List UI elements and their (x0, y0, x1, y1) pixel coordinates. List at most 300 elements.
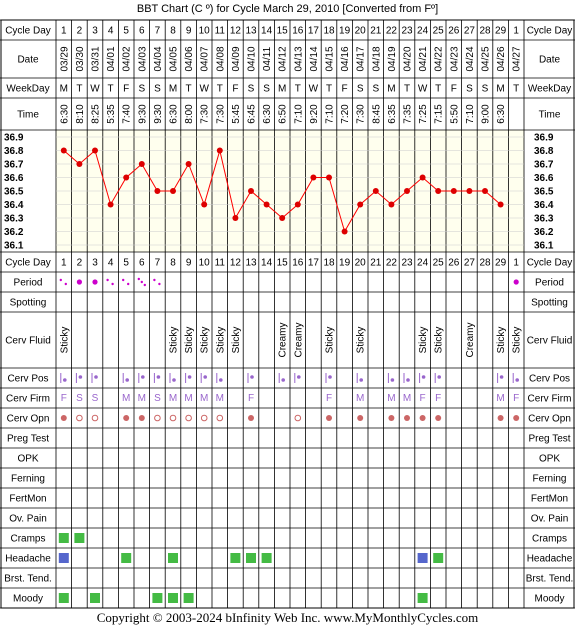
temp-point (342, 229, 348, 235)
moody-marker (168, 593, 178, 603)
cycle-day-label: 3 (92, 25, 98, 37)
cerv-firm-label: M (215, 393, 224, 404)
cycle-day-label: 23 (401, 25, 413, 37)
cerv-pos-dot (125, 378, 129, 382)
temp-point (435, 188, 441, 194)
cerv-firm-label: F (60, 393, 67, 404)
cycle-day-label: 18 (323, 257, 335, 269)
cerv-fluid-label: Sticky (496, 326, 508, 354)
cerv-pos-dot (297, 375, 301, 379)
cerv-opn-dot (77, 415, 83, 421)
date-label: 04/09 (230, 46, 242, 72)
y-tick-label-right: 36.3 (534, 213, 554, 225)
cycle-day-label: 21 (370, 257, 382, 269)
temp-point (482, 188, 488, 194)
headache-marker (433, 553, 443, 563)
cycle-day-label: T (435, 83, 442, 95)
cerv-pos-dot (391, 378, 395, 382)
row-label-right-cerv-firm: Cerv Firm (527, 393, 572, 405)
row-label-right-brst-tend: Brst. Tend. (525, 573, 574, 585)
date-label: 04/15 (324, 46, 336, 72)
temp-point (295, 202, 301, 208)
cycle-day-label: W (90, 83, 100, 95)
cerv-firm-label: F (513, 393, 520, 404)
temp-point (217, 148, 223, 154)
temp-point (76, 161, 82, 167)
cycle-day-label: T (403, 83, 411, 95)
temp-point (108, 202, 114, 208)
date-label: 04/06 (184, 46, 196, 72)
time-label: 7:10 (293, 104, 305, 124)
cycle-day-label: 7 (154, 257, 161, 269)
cerv-opn-dot (92, 415, 98, 421)
cycle-day-label: 1 (61, 257, 67, 269)
headache-marker (246, 553, 256, 563)
cerv-pos-dot (203, 375, 207, 379)
time-label: 6:30 (496, 104, 508, 124)
headache-marker (230, 553, 240, 563)
date-label: 04/27 (511, 46, 523, 72)
cycle-day-label: F (341, 83, 348, 95)
date-label: 04/17 (355, 46, 367, 72)
row-label-moody: Moody (12, 593, 44, 605)
cerv-firm-label: F (325, 393, 333, 404)
date-label: 03/29 (59, 46, 71, 72)
cycle-day-label: W (308, 83, 319, 95)
cycle-day-label: 7 (154, 25, 161, 37)
cramps-marker (59, 533, 69, 543)
cycle-day-label: 26 (448, 25, 460, 37)
cycle-day-label: 9 (185, 25, 192, 37)
cycle-day-label: W (199, 83, 209, 95)
cycle-day-label: 8 (170, 257, 176, 269)
cycle-day-label: 5 (123, 257, 129, 269)
cerv-opn-dot (388, 415, 394, 421)
cerv-opn-dot (404, 415, 410, 421)
cycle-day-label: 27 (463, 257, 475, 269)
cerv-opn-dot (201, 415, 207, 421)
date-label: 04/25 (480, 46, 492, 72)
period-spot (141, 281, 143, 283)
y-tick-label: 36.1 (4, 240, 24, 252)
row-label-cycle-day: Cycle Day (5, 25, 51, 37)
row-label-right-cerv-opn: Cerv Opn (528, 413, 571, 425)
time-label: 6:35 (386, 104, 398, 124)
cerv-firm-label: M (137, 393, 146, 404)
temp-point (420, 175, 426, 181)
headache-marker (168, 553, 178, 563)
cycle-day-label: T (185, 83, 192, 95)
cycle-day-label: 15 (276, 25, 288, 37)
y-tick-label-right: 36.7 (534, 159, 554, 171)
date-label: 04/07 (199, 46, 211, 72)
headache-marker (121, 553, 131, 563)
time-label: 9:00 (480, 104, 492, 124)
row-label-right-cerv-pos: Cerv Pos (528, 373, 571, 385)
y-tick-label: 36.5 (4, 186, 24, 198)
cerv-firm-label: M (402, 393, 412, 404)
row-label-right-preg-test: Preg Test (528, 433, 571, 445)
cycle-day-label: 12 (229, 25, 241, 37)
time-label: 7:25 (418, 104, 430, 124)
cerv-pos-dot (328, 375, 332, 379)
temp-point (61, 148, 67, 154)
cerv-pos-dot (79, 375, 83, 379)
cerv-opn-dot (155, 415, 161, 421)
cerv-opn-dot (139, 415, 145, 421)
chart-title: BBT Chart (C º) for Cycle March 29, 2010 [Converted from Fº] (136, 3, 439, 15)
cycle-day-label: 19 (339, 25, 351, 37)
cycle-day-label: 12 (229, 257, 241, 269)
row-label-right-fertmon: FertMon (530, 493, 569, 505)
cycle-day-label: 8 (170, 25, 176, 37)
cerv-pos-dot (406, 378, 410, 382)
row-label-time: Time (17, 109, 39, 121)
cerv-opn-dot (61, 415, 67, 421)
cycle-day-label: 17 (307, 257, 319, 269)
date-label: 04/22 (433, 46, 445, 72)
period-spot (127, 283, 129, 285)
date-label: 04/20 (402, 46, 414, 72)
row-label-right-spotting: Spotting (531, 297, 568, 309)
period-spot (138, 278, 140, 280)
temp-point (92, 148, 98, 154)
cerv-fluid-label: Sticky (433, 326, 445, 354)
time-label: 9:20 (308, 104, 320, 124)
cycle-day-label: T (513, 83, 520, 95)
date-label: 04/21 (418, 46, 430, 72)
date-label: 04/03 (137, 46, 149, 72)
cerv-firm-label: M (168, 393, 178, 404)
cycle-day-label: T (76, 83, 83, 95)
period-spot (158, 283, 160, 285)
cerv-pos-dot (250, 375, 254, 379)
cycle-day-label: M (496, 83, 505, 95)
cycle-day-label: 4 (107, 257, 114, 269)
date-label: 03/31 (90, 46, 102, 72)
row-label-opk: OPK (17, 453, 39, 465)
cycle-day-label: 11 (214, 257, 225, 269)
cycle-day-label: 23 (401, 257, 413, 269)
date-label: 04/10 (246, 46, 258, 72)
cerv-opn-dot (326, 415, 332, 421)
cerv-opn-dot (217, 415, 223, 421)
cycle-day-label: T (325, 83, 333, 95)
period-spot (111, 283, 113, 285)
cycle-day-label: 22 (385, 257, 397, 269)
row-label-right-headache: Headache (526, 553, 573, 565)
period-spot (122, 279, 124, 281)
cerv-fluid-label: Sticky (324, 326, 336, 354)
temp-point (154, 188, 160, 194)
row-label-right-cycle-day: Cycle Day (526, 257, 573, 269)
time-label: 5:35 (106, 104, 118, 124)
cerv-firm-label: M (122, 393, 131, 404)
cerv-fluid-label: Sticky (215, 326, 227, 354)
time-label: 5:50 (449, 104, 461, 124)
cycle-day-label: 16 (292, 257, 304, 269)
date-label: 04/16 (340, 46, 352, 72)
time-label: 8:10 (74, 104, 86, 124)
y-tick-label-right: 36.5 (534, 186, 554, 198)
date-label: 04/23 (449, 46, 461, 72)
time-label: 9:30 (152, 104, 164, 124)
time-label: 7:30 (215, 104, 227, 124)
cycle-day-label: M (278, 83, 287, 95)
y-tick-label: 36.9 (4, 132, 24, 144)
time-label: 7:40 (121, 104, 133, 124)
cycle-day-label: S (466, 83, 473, 95)
y-tick-label: 36.2 (4, 227, 24, 238)
cerv-firm-label: S (91, 393, 99, 404)
cycle-day-label: 22 (385, 25, 397, 37)
row-label-ov-pain: Ov. Pain (9, 513, 47, 525)
cerv-pos-dot (94, 375, 98, 379)
cerv-pos-dot (281, 378, 285, 382)
cerv-firm-label: M (200, 393, 209, 404)
time-label: 7:35 (402, 104, 414, 124)
cycle-day-label: S (154, 83, 161, 95)
cycle-day-label: 14 (261, 25, 273, 37)
cerv-pos-dot (500, 375, 504, 379)
cycle-day-label: 14 (261, 257, 273, 269)
period-dot (77, 279, 82, 284)
cycle-day-label: 5 (123, 25, 129, 37)
headache-marker (418, 553, 428, 563)
cycle-day-label: 24 (417, 25, 429, 37)
time-label: 6:30 (262, 104, 274, 124)
cycle-day-label: 18 (323, 25, 335, 37)
temp-point (139, 161, 145, 167)
cerv-opn-dot (357, 415, 363, 421)
date-label: 04/01 (106, 46, 118, 72)
row-label-right-cerv-fluid: Cerv Fluid (526, 335, 573, 347)
cerv-pos-dot (188, 375, 192, 379)
cycle-day-label: F (123, 83, 130, 95)
period-dot (514, 279, 519, 284)
cramps-marker (74, 533, 84, 543)
cerv-opn-dot (513, 415, 519, 421)
cycle-day-label: 25 (432, 257, 444, 269)
row-label-headache: Headache (5, 553, 51, 565)
cerv-pos-dot (422, 375, 426, 379)
row-label-cycle-day: Cycle Day (5, 257, 51, 269)
row-label-right-period: Period (535, 277, 564, 289)
date-label: 04/08 (215, 46, 227, 72)
headache-marker (262, 553, 272, 563)
cycle-day-label: 1 (513, 25, 519, 37)
row-label-right-date: Date (538, 54, 561, 66)
period-spot (106, 279, 108, 281)
cycle-day-label: 27 (463, 25, 475, 37)
cerv-opn-dot (123, 415, 129, 421)
cerv-fluid-label: Sticky (59, 326, 71, 354)
cerv-firm-label: S (154, 393, 161, 404)
row-label-fertmon: FertMon (9, 493, 47, 505)
time-label: 7:30 (355, 104, 367, 124)
y-tick-label: 36.3 (4, 213, 24, 225)
time-label: 9:30 (137, 104, 149, 124)
cerv-fluid-label: Sticky (355, 326, 367, 354)
cerv-pos-dot (141, 375, 145, 379)
time-label: 6:50 (277, 104, 289, 124)
cerv-firm-label: M (496, 393, 505, 404)
cycle-day-label: 28 (479, 257, 491, 269)
temp-point (279, 215, 285, 221)
cycle-day-label: S (372, 83, 380, 95)
cerv-firm-label: F (435, 393, 442, 404)
cycle-day-label: 3 (92, 257, 98, 269)
headache-marker (59, 553, 69, 563)
temp-point (326, 175, 332, 181)
y-tick-label-right: 36.9 (534, 132, 554, 144)
date-label: 04/12 (277, 46, 289, 72)
cycle-day-label: 29 (495, 25, 507, 37)
row-label-spotting: Spotting (9, 297, 47, 309)
row-label-right-moody: Moody (534, 593, 565, 605)
date-label: 04/14 (308, 46, 320, 72)
cycle-day-label: 19 (339, 257, 351, 269)
temp-point (264, 202, 270, 208)
y-tick-label: 36.8 (4, 146, 24, 157)
date-label: 04/18 (371, 46, 383, 72)
cycle-day-label: T (216, 83, 223, 95)
temp-point (310, 175, 316, 181)
copyright-footer: Copyright © 2003-2024 bInfinity Web Inc. www.MyMonthlyCycles.com (96, 610, 479, 625)
y-tick-label: 36.6 (4, 173, 24, 184)
y-tick-label-right: 36.2 (534, 227, 554, 238)
row-label-right-time: Time (538, 109, 561, 121)
cerv-firm-label: F (247, 393, 255, 404)
temp-point (466, 188, 472, 194)
row-label-date: Date (17, 54, 39, 66)
row-label-cerv-pos: Cerv Pos (7, 373, 49, 385)
y-tick-label-right: 36.4 (534, 200, 554, 211)
date-label: 04/11 (262, 46, 274, 72)
cycle-day-label: S (138, 83, 146, 95)
cycle-day-label: 10 (198, 257, 210, 269)
temp-point (373, 188, 379, 194)
cycle-day-label: W (417, 83, 428, 95)
date-label: 04/02 (121, 46, 133, 72)
cerv-firm-label: M (356, 393, 365, 404)
cerv-fluid-label: Sticky (184, 326, 196, 354)
y-tick-label-right: 36.6 (534, 173, 554, 184)
cerv-fluid-label: Sticky (418, 326, 430, 354)
moody-marker (418, 593, 428, 603)
cerv-firm-label: F (419, 393, 426, 404)
time-label: 6:30 (168, 104, 180, 124)
moody-marker (90, 593, 100, 603)
time-label: 5:45 (230, 104, 242, 124)
row-label-brst-tend: Brst. Tend. (4, 573, 52, 585)
row-label-right-opk: OPK (538, 453, 561, 465)
row-label-right-cycle-day: Cycle Day (526, 25, 573, 37)
period-spot (144, 284, 146, 286)
time-label: 7:20 (340, 104, 352, 124)
cycle-day-label: 2 (76, 257, 83, 269)
cerv-opn-dot (498, 415, 504, 421)
time-label: 7:30 (199, 104, 211, 124)
cerv-opn-dot (435, 415, 441, 421)
temp-point (357, 202, 363, 208)
row-label-cerv-firm: Cerv Firm (6, 393, 50, 405)
temp-point (170, 188, 176, 194)
row-label-weekday: WeekDay (6, 83, 50, 95)
cerv-opn-dot (186, 415, 192, 421)
cycle-day-label: F (450, 83, 457, 95)
cerv-firm-label: S (76, 393, 83, 404)
cycle-day-label: 20 (354, 257, 366, 269)
y-tick-label-right: 36.8 (534, 146, 554, 157)
cerv-fluid-label: Creamy (277, 322, 289, 358)
cycle-day-label: T (294, 83, 301, 95)
period-spot (65, 283, 67, 285)
time-label: 8:45 (371, 104, 383, 124)
cycle-day-label: 4 (107, 25, 114, 37)
date-label: 04/05 (168, 46, 180, 72)
cycle-day-label: 9 (185, 257, 192, 269)
period-spot (60, 279, 62, 281)
date-label: 04/04 (152, 46, 164, 72)
cycle-day-label: S (263, 83, 270, 95)
date-label: 04/26 (496, 46, 508, 72)
cerv-fluid-label: Sticky (168, 326, 180, 354)
cycle-day-label: 13 (245, 257, 257, 269)
cycle-day-label: 26 (448, 257, 460, 269)
time-label: 7:15 (433, 104, 445, 124)
cerv-fluid-label: Sticky (199, 326, 211, 354)
cerv-fluid-label: Sticky (230, 326, 242, 354)
cerv-pos-dot (437, 375, 441, 379)
cerv-pos-dot (157, 375, 161, 379)
cycle-day-label: S (247, 83, 255, 95)
cycle-day-label: 1 (513, 257, 519, 269)
y-tick-label: 36.7 (4, 159, 24, 171)
temp-point (248, 188, 254, 194)
temp-point (498, 202, 504, 208)
row-label-right-ferning: Ferning (532, 473, 567, 485)
row-label-cerv-fluid: Cerv Fluid (5, 335, 51, 347)
y-tick-label-right: 36.1 (534, 240, 554, 252)
row-label-ferning: Ferning (11, 473, 45, 485)
cycle-day-label: T (107, 83, 114, 95)
cycle-day-label: 2 (76, 25, 83, 37)
period-spot (153, 279, 155, 281)
temp-point (388, 202, 394, 208)
date-label: 04/24 (464, 46, 476, 72)
cycle-day-label: 28 (479, 25, 491, 37)
cycle-day-label: 25 (432, 25, 444, 37)
period-dot (92, 279, 97, 284)
cerv-firm-label: M (387, 393, 396, 404)
moody-marker (59, 593, 69, 603)
temp-point (232, 215, 238, 221)
cycle-day-label: S (356, 83, 364, 95)
cerv-opn-dot (420, 415, 426, 421)
cerv-fluid-label: Creamy (464, 322, 476, 358)
moody-marker (184, 593, 194, 603)
cerv-opn-dot (248, 415, 254, 421)
cycle-day-label: 17 (307, 25, 319, 37)
cerv-pos-dot (219, 378, 223, 382)
row-label-right-weekday: WeekDay (527, 83, 572, 95)
cycle-day-label: 6 (139, 257, 145, 269)
moody-marker (152, 593, 162, 603)
cerv-pos-dot (515, 378, 519, 382)
time-label: 8:25 (90, 104, 102, 124)
temp-point (186, 161, 192, 167)
